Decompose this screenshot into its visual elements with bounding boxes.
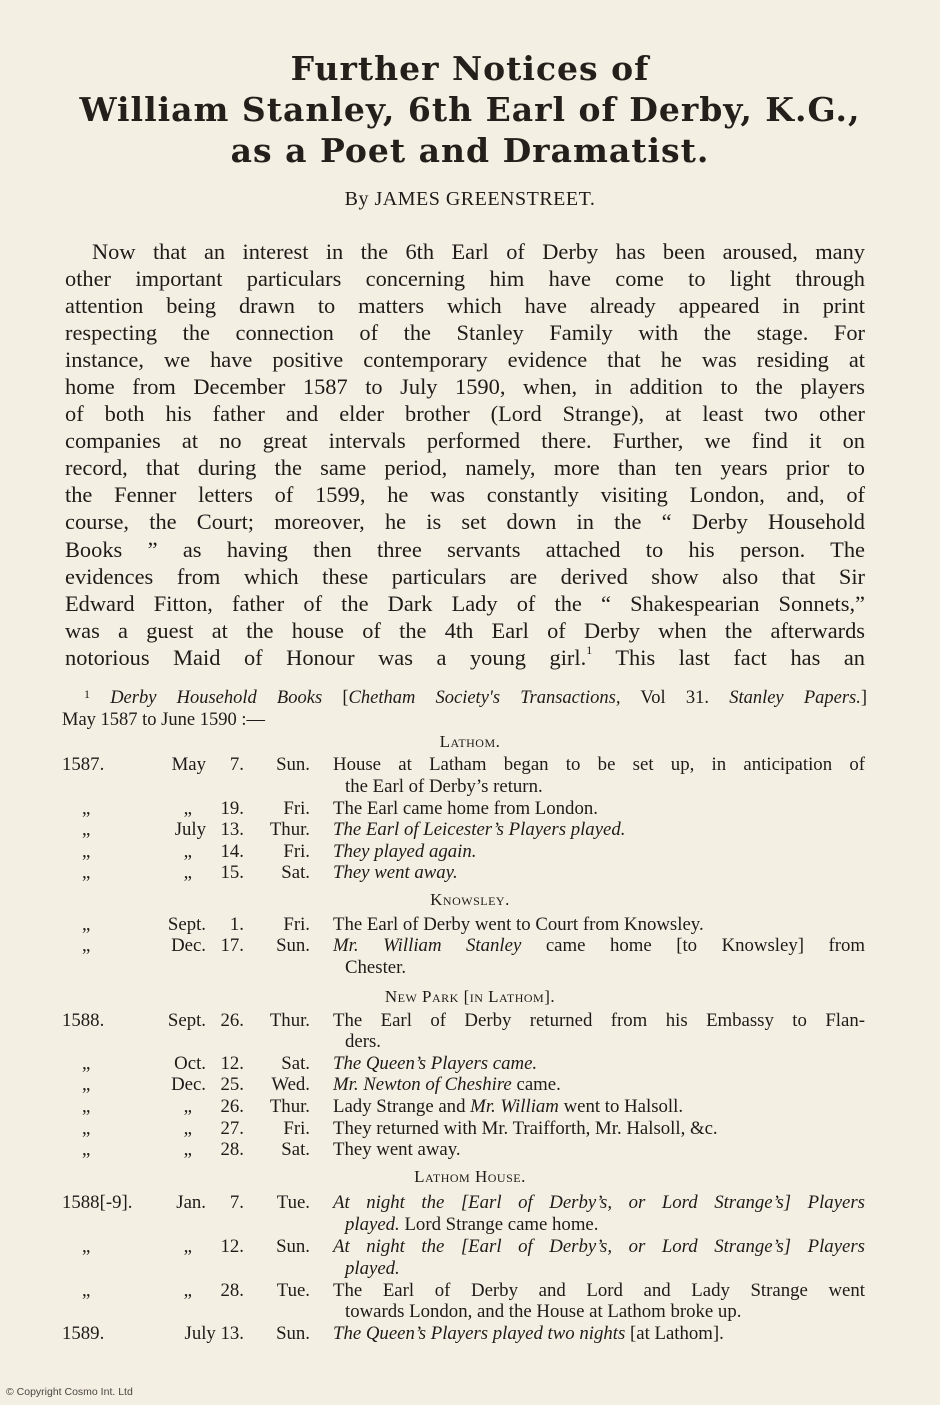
body-line: Edward Fitton, father of the Dark Lady of the “ Shakespearian Sonnets,” — [65, 590, 865, 616]
entry-month: Sept. — [167, 1010, 206, 1031]
table-row — [0, 1096, 940, 1118]
body-line: other important particulars concerning him have come to light through — [65, 266, 865, 292]
entry-event-text: [at Lathom]. — [625, 1323, 724, 1344]
body-paragraph — [65, 238, 865, 671]
entry-weekday: Fri. — [283, 1118, 310, 1139]
entry-event-continued: played. — [345, 1258, 400, 1279]
entry-event-continued: Chester. — [345, 957, 407, 978]
footnote-source-title: Derby Household Books — [110, 688, 323, 708]
entry-weekday: Fri. — [283, 841, 310, 862]
entry-event: They went away. — [333, 1139, 461, 1160]
table-row — [0, 1280, 940, 1302]
body-line: Now that an interest in the 6th Earl of Derby has been aroused, many — [92, 239, 865, 264]
entry-event-continued — [345, 1214, 598, 1236]
entry-event — [333, 1074, 865, 1096]
footnote-ref[interactable]: 1 — [586, 642, 593, 657]
copyright-notice: © Copyright Cosmo Int. Ltd — [6, 1386, 133, 1398]
footnote-mark: 1 — [84, 687, 90, 701]
entry-year: 1588[-9]. — [62, 1192, 133, 1213]
footnote-header — [62, 688, 867, 731]
table-row — [0, 754, 940, 776]
title-line-1: Further Notices of — [290, 49, 650, 88]
table-row — [0, 1139, 940, 1161]
table-row — [0, 1118, 940, 1140]
entry-event-text: Lord Strange came home. — [399, 1214, 599, 1235]
body-text: This last fact has an — [592, 644, 865, 670]
entry-day: 7. — [229, 1192, 244, 1213]
entry-month: Dec. — [171, 1074, 206, 1095]
entry-weekday: Sat. — [281, 862, 310, 883]
entry-weekday: Wed. — [271, 1074, 310, 1095]
ditto-mark: „ — [183, 1236, 192, 1257]
entry-event — [333, 1096, 865, 1118]
entry-year: 1588. — [62, 1010, 105, 1031]
ditto-mark: „ — [82, 935, 91, 956]
section-heading-lathom-house: Lathom House. — [414, 1167, 526, 1186]
entry-event-text: came. — [511, 1074, 561, 1095]
ditto-mark: „ — [82, 1236, 91, 1257]
entry-event: At night the [Earl of Derby’s, or Lord Strange’s] Players — [333, 1236, 865, 1257]
section-heading-knowsley: Knowsley. — [430, 890, 510, 909]
entry-weekday: Tue. — [276, 1280, 310, 1301]
body-line: of both his father and elder brother (Lord Strange), at least two other — [65, 401, 865, 427]
ditto-mark: „ — [183, 862, 192, 883]
entry-event-name: Mr. William Stanley — [333, 935, 522, 956]
body-line: was a guest at the house of the 4th Earl of Derby when the afterwards — [65, 617, 865, 643]
entry-year: 1589. — [62, 1323, 105, 1344]
entry-event-text: played. — [345, 1214, 400, 1235]
entry-event — [333, 935, 865, 957]
body-line: record, that during the same period, namely, more than ten years prior to — [65, 455, 865, 481]
entry-weekday: Thur. — [269, 819, 310, 840]
table-row — [0, 1010, 940, 1032]
ditto-mark: „ — [183, 1096, 192, 1117]
entry-weekday: Sun. — [276, 754, 310, 775]
entry-weekday: Sat. — [281, 1139, 310, 1160]
entry-weekday: Sat. — [281, 1053, 310, 1074]
entry-day: 12. — [220, 1236, 244, 1257]
entry-year: 1587. — [62, 754, 105, 775]
table-row — [0, 841, 940, 863]
body-line: home from December 1587 to July 1590, when, in addition to the players — [65, 374, 865, 400]
entry-event-continued: the Earl of Derby’s return. — [345, 776, 543, 797]
body-line-last — [65, 644, 865, 671]
table-row — [0, 1192, 940, 1214]
ditto-mark: „ — [183, 841, 192, 862]
entry-day: 14. — [220, 841, 244, 862]
title-line-3: as a Poet and Dramatist. — [230, 131, 710, 170]
entry-weekday: Sun. — [276, 1236, 310, 1257]
entry-event: The Earl of Derby went to Court from Knowsley. — [333, 914, 704, 935]
entry-month: Jan. — [176, 1192, 206, 1213]
entry-event: The Earl of Derby returned from his Embassy to Flan- — [333, 1010, 865, 1031]
entry-day: 25. — [220, 1074, 244, 1095]
entry-month: Sept. — [167, 914, 206, 935]
entry-day: 28. — [220, 1280, 244, 1301]
body-line: Books ” as having then three servants attached to his person. The — [65, 536, 865, 562]
entry-event: They returned with Mr. Traifforth, Mr. Halsoll, &c. — [333, 1118, 718, 1139]
entry-event-name: Mr. William — [470, 1096, 559, 1117]
entry-day: 27. — [220, 1118, 244, 1139]
entry-day: 28. — [220, 1139, 244, 1160]
entry-month: Dec. — [171, 935, 206, 956]
entry-event: The Earl came home from London. — [333, 798, 598, 819]
section-heading-lathom: Lathom. — [439, 732, 501, 751]
entry-event: They played again. — [333, 841, 477, 862]
entry-day: 15. — [220, 862, 244, 883]
ditto-mark: „ — [82, 1280, 91, 1301]
table-row — [0, 1236, 940, 1258]
ditto-mark: „ — [82, 1053, 91, 1074]
ditto-mark: „ — [183, 1139, 192, 1160]
entry-event: The Queen’s Players came. — [333, 1053, 538, 1074]
table-row — [0, 1323, 940, 1345]
table-row — [0, 935, 940, 957]
entry-weekday: Fri. — [283, 798, 310, 819]
entry-event-text: came home [to Knowsley] from — [521, 935, 866, 956]
footnote-society: Chetham Society's Transactions, — [348, 688, 621, 708]
ditto-mark: „ — [82, 819, 91, 840]
table-row — [0, 798, 940, 820]
entry-weekday: Tue. — [276, 1192, 310, 1213]
body-line: attention being drawn to matters which have already appeared in print — [65, 293, 865, 319]
entry-event-text: The Queen’s Players played two nights — [333, 1323, 626, 1344]
entry-day: 1. — [229, 914, 244, 935]
entry-day: 26. — [220, 1010, 244, 1031]
footnote-volume: Vol 31. — [640, 688, 709, 708]
footnote-range: May 1587 to June 1590 :— — [62, 709, 265, 730]
body-line: instance, we have positive contemporary evidence that he was residing at — [65, 347, 865, 373]
entry-weekday: Sun. — [276, 935, 310, 956]
body-line: course, the Court; moreover, he is set down in the “ Derby Household — [65, 509, 865, 535]
entry-event-continued: towards London, and the House at Lathom broke up. — [345, 1301, 742, 1322]
entry-weekday: Thur. — [269, 1010, 310, 1031]
footnote-papers: Stanley Papers. — [729, 688, 861, 708]
ditto-mark: „ — [183, 1118, 192, 1139]
ditto-mark: „ — [82, 798, 91, 819]
entry-day: 13. — [220, 819, 244, 840]
byline: By JAMES GREENSTREET. — [344, 188, 596, 210]
footnote-bracket: [ — [342, 688, 349, 708]
entry-day: 26. — [220, 1096, 244, 1117]
entry-event-continued: ders. — [345, 1031, 381, 1052]
entry-event — [333, 1323, 865, 1345]
entry-month: May — [171, 754, 206, 775]
title-line-2: William Stanley, 6th Earl of Derby, K.G., — [79, 90, 861, 129]
footnote-bracket: ] — [860, 688, 868, 708]
entry-event-text: went to Halsoll. — [558, 1096, 684, 1117]
entry-event-name: Mr. Newton of Cheshire — [333, 1074, 512, 1095]
ditto-mark: „ — [82, 841, 91, 862]
body-line: the Fenner letters of 1599, he was constantly visiting London, and, of — [65, 482, 865, 508]
ditto-mark: „ — [82, 862, 91, 883]
ditto-mark: „ — [183, 798, 192, 819]
section-heading-new-park: New Park [in Lathom]. — [384, 987, 556, 1006]
body-line: respecting the connection of the Stanley Family with the stage. For — [65, 320, 865, 346]
ditto-mark: „ — [183, 1280, 192, 1301]
entry-day: 12. — [220, 1053, 244, 1074]
entry-event: They went away. — [333, 862, 458, 883]
ditto-mark: „ — [82, 1139, 91, 1160]
footnote-source — [62, 688, 867, 710]
body-line: evidences from which these particulars are derived show also that Sir — [65, 563, 865, 589]
table-row — [0, 1053, 940, 1075]
body-line: companies at no great intervals performed there. Further, we find it on — [65, 428, 865, 454]
ditto-mark: „ — [82, 1096, 91, 1117]
table-row — [0, 1074, 940, 1096]
entry-month: July — [174, 819, 206, 840]
entry-event: The Earl of Derby and Lord and Lady Strange went — [333, 1280, 865, 1301]
table-row — [0, 914, 940, 936]
table-row — [0, 819, 940, 841]
entry-weekday: Sun. — [276, 1323, 310, 1344]
entry-day: 7. — [229, 754, 244, 775]
entry-weekday: Thur. — [269, 1096, 310, 1117]
ditto-mark: „ — [82, 1118, 91, 1139]
entry-month: July 13. — [184, 1323, 244, 1344]
entry-month: Oct. — [174, 1053, 206, 1074]
ditto-mark: „ — [82, 1074, 91, 1095]
body-text: notorious Maid of Honour was a young girl. — [65, 644, 587, 670]
entry-event-text: Lady Strange and — [333, 1096, 471, 1117]
ditto-mark: „ — [82, 914, 91, 935]
entry-day: 19. — [220, 798, 244, 819]
entry-event: The Earl of Leicester’s Players played. — [333, 819, 626, 840]
entry-weekday: Fri. — [283, 914, 310, 935]
table-row — [0, 862, 940, 884]
entry-event: At night the [Earl of Derby’s, or Lord Strange’s] Players — [333, 1192, 865, 1213]
entry-day: 17. — [220, 935, 244, 956]
entry-event: House at Latham began to be set up, in anticipation of — [333, 754, 865, 775]
